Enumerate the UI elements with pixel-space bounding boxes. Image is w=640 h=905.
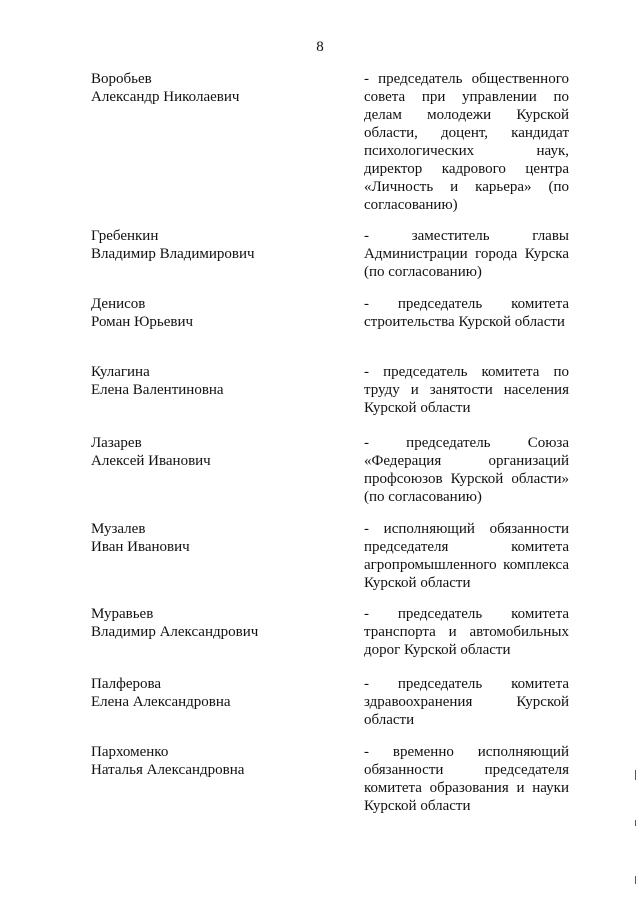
member-surname: Лазарев [91,435,142,451]
member-surname: Воробьев [91,71,152,87]
member-surname: Муравьев [91,606,154,622]
member-surname: Пархоменко [91,744,169,760]
member-role: - председатель комитета транспорта и автомобильных дорог Курской области [364,606,569,658]
member-given-names: Иван Иванович [91,539,190,555]
member-role: - председатель общественного совета при управлении по делам молодежи Курской области, доцент, кандидат психологических наук, директор кадрового центра «Личность и карьера» (по согласованию) [364,71,569,213]
member-name [91,363,341,399]
member-surname: Денисов [91,296,146,312]
member-surname: Палферова [91,676,162,692]
member-given-names: Владимир Владимирович [91,246,255,262]
member-surname: Гребенкин [91,228,159,244]
member-surname: Музалев [91,521,146,537]
member-role: - председатель комитета здравоохранения Курской области [364,676,569,728]
member-name [91,227,341,263]
member-given-names: Наталья Александровна [91,762,245,778]
member-role: - заместитель главы Администрации города Курска (по согласованию) [364,228,569,280]
member-role: - председатель Союза «Федерация организаций профсоюзов Курской области» (по согласованию) [364,435,569,505]
member-name [91,520,341,556]
member-given-names: Алексей Иванович [91,453,211,469]
member-name [91,434,341,470]
member-name [91,295,341,331]
member-given-names: Владимир Александрович [91,624,259,640]
member-surname: Кулагина [91,364,150,380]
member-name [91,70,341,106]
member-given-names: Елена Валентиновна [91,382,224,398]
member-role: - исполняющий обязанности председателя комитета агропромышленного комплекса Курской области [364,521,569,591]
member-role: - председатель комитета по труду и занятости населения Курской области [364,364,569,416]
scan-edge-marks [632,770,638,900]
member-given-names: Роман Юрьевич [91,314,194,330]
member-given-names: Елена Александровна [91,694,231,710]
member-role: - председатель комитета строительства Курской области [364,296,569,330]
member-role: - временно исполняющий обязанности председателя комитета образования и науки Курской области [364,744,569,814]
page-number: 8 [316,39,324,55]
member-given-names: Александр Николаевич [91,89,240,105]
member-name [91,605,341,641]
member-name [91,743,341,779]
member-name [91,675,341,711]
